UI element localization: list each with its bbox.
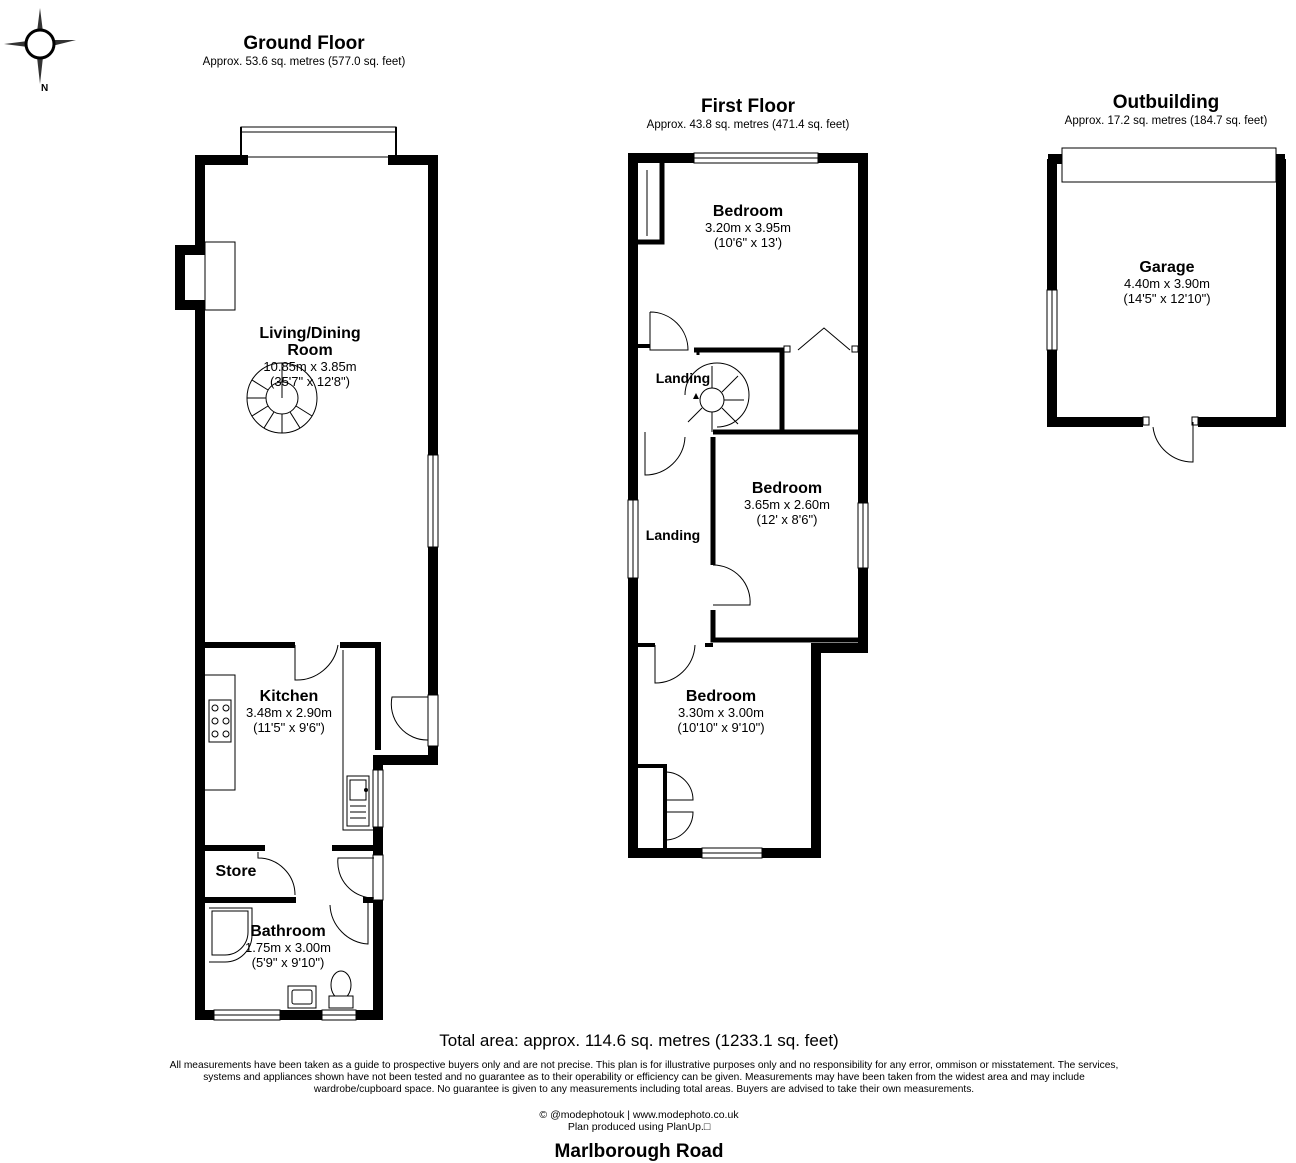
disclaimer-line2: systems and appliances shown have not been tested and no guarantee as to their operability or efficiency can be given. Measurements may have been taken from the widest area and may include [203, 1072, 1085, 1083]
bathroom-dim-metric: 1.75m x 3.00m [245, 940, 331, 955]
garage-label [1123, 259, 1210, 306]
bedroom2-dim-imperial: (12' x 8'6") [756, 512, 818, 527]
living-room-dim-imperial: (35'7" x 12'8") [270, 374, 350, 389]
garage-dim-metric: 4.40m x 3.90m [1124, 276, 1210, 291]
landing2-name: Landing [645, 527, 701, 543]
disclaimer [170, 1060, 1119, 1096]
kitchen-dim-imperial: (11'5" x 9'6") [253, 720, 325, 735]
living-room-name-line2: Room [287, 342, 333, 359]
bedroom1-label [705, 203, 791, 250]
disclaimer-line3: wardrobe/cupboard space. No guarantee is given to any measurements including total areas. Buyers are advised to take their own measurements. [313, 1084, 975, 1095]
credit [539, 1109, 738, 1133]
landing1-name: Landing [655, 370, 711, 386]
compass-icon [4, 8, 76, 84]
outbuilding-area: Approx. 17.2 sq. metres (184.7 sq. feet) [1064, 115, 1268, 127]
landing2-label [646, 527, 700, 544]
bedroom1-name: Bedroom [712, 203, 784, 220]
garage-name: Garage [1139, 259, 1195, 276]
address: Marlborough Road [554, 1141, 724, 1162]
ground-floor-title: Ground Floor [243, 33, 365, 54]
living-room-name-line1: Living/Dining [259, 325, 361, 342]
credit-line2: Plan produced using PlanUp.□ [567, 1121, 711, 1133]
disclaimer-line1: All measurements have been taken as a guide to prospective buyers only and are not precise. This plan is for illustrative purposes only and no responsibility for any error, ommison or misstatement. The services, [169, 1060, 1119, 1071]
north-label: N [41, 83, 49, 94]
bathroom-label [245, 923, 331, 970]
bedroom2-dim-metric: 3.65m x 2.60m [744, 497, 830, 512]
bathroom-dim-imperial: (5'9" x 9'10") [251, 955, 325, 970]
living-room-dim-metric: 10.85m x 3.85m [263, 359, 357, 374]
bedroom3-dim-metric: 3.30m x 3.00m [678, 705, 764, 720]
ground-floor-plan [180, 127, 438, 1020]
total-area: Total area: approx. 114.6 sq. metres (1233.1 sq. feet) [439, 1031, 839, 1050]
first-floor-title: First Floor [701, 96, 795, 117]
bedroom2-name: Bedroom [751, 480, 823, 497]
ground-floor-area: Approx. 53.6 sq. metres (577.0 sq. feet) [202, 56, 406, 68]
bedroom3-dim-imperial: (10'10" x 9'10") [677, 720, 765, 735]
bathroom-name: Bathroom [250, 923, 326, 940]
outbuilding-title: Outbuilding [1112, 92, 1220, 113]
garage-dim-imperial: (14'5" x 12'10") [1123, 291, 1211, 306]
bedroom1-dim-metric: 3.20m x 3.95m [705, 220, 791, 235]
kitchen-name: Kitchen [259, 688, 319, 705]
bedroom1-dim-imperial: (10'6" x 13') [713, 235, 783, 250]
store-name: Store [215, 863, 257, 880]
kitchen-dim-metric: 3.48m x 2.90m [246, 705, 332, 720]
bedroom3-label [677, 688, 764, 735]
bedroom3-name: Bedroom [685, 688, 757, 705]
store-label [216, 863, 257, 880]
first-floor-area: Approx. 43.8 sq. metres (471.4 sq. feet) [646, 119, 850, 131]
credit-line1: © @modephotouk | www.modephoto.co.uk [539, 1109, 739, 1121]
living-dining-label [259, 325, 360, 389]
bedroom2-label [744, 480, 830, 527]
kitchen-label [246, 688, 332, 735]
landing1-label [656, 370, 710, 387]
